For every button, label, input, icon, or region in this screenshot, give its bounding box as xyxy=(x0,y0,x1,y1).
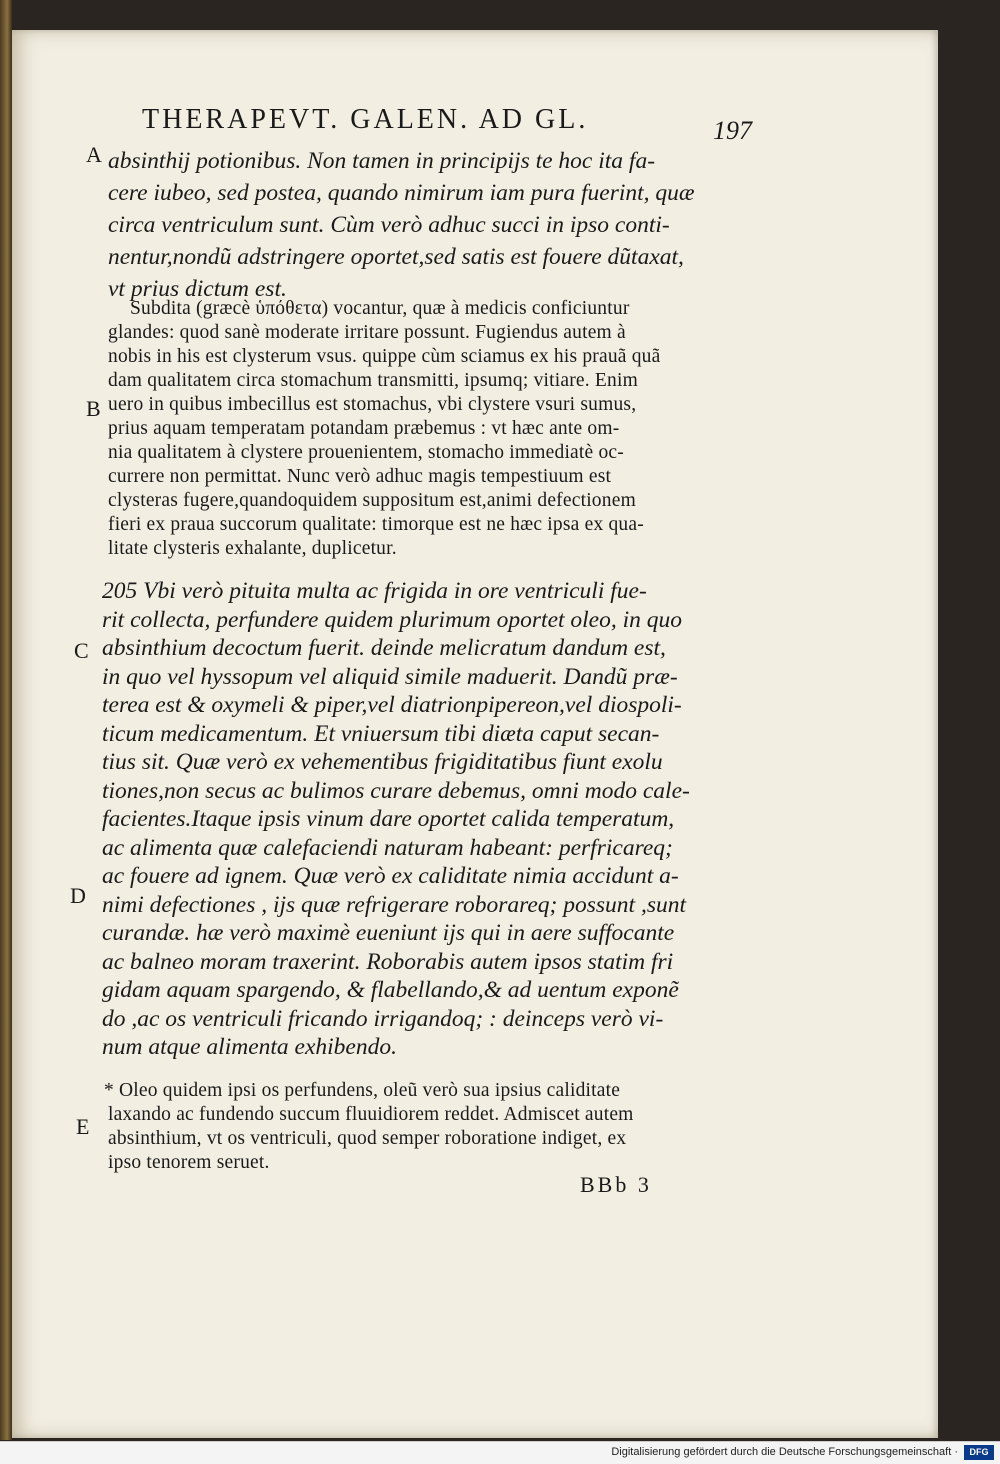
margin-letter-d: D xyxy=(70,883,86,908)
text-line: nobis in his est clysterum vsus. quippe cùm sciamus ex his prauã quã xyxy=(108,346,661,367)
text-line: absinthium decoctum fuerit. deinde melicratum dandum est, xyxy=(102,635,666,661)
text-line: prius aquam temperatam potandam præbemus : vt hæc ante om- xyxy=(108,418,620,439)
text-line: clysteras fugere,quandoquidem suppositum est,animi defectionem xyxy=(108,490,636,511)
text-line: nentur,nondũ adstringere oportet,sed satis est fouere dũtaxat, xyxy=(108,244,684,270)
text-line: ticum medicamentum. Et vniuersum tibi diæta caput secan- xyxy=(102,720,660,747)
text-line: Subdita (græcè ὑπόθετα) vocantur, quæ à medicis conficiuntur xyxy=(130,298,630,319)
text-line: ac fouere ad ignem. Quæ verò ex caliditate nimia accidunt a- xyxy=(102,863,679,889)
dfg-logo: DFG xyxy=(964,1445,994,1460)
footer-bar xyxy=(0,1441,1000,1464)
signature-mark: BBb 3 xyxy=(580,1172,652,1197)
text-line: num atque alimenta exhibendo. xyxy=(102,1034,397,1060)
text-line: currere non permittat. Nunc verò adhuc magis tempestiuum est xyxy=(108,466,612,487)
text-line: gidam aquam spargendo, & flabellando,& ad uentum exponẽ xyxy=(102,977,679,1003)
text-line: ac alimenta quæ calefaciendi naturam habeant: perfricareq; xyxy=(102,834,673,861)
text-line: litate clysteris exhalante, duplicetur. xyxy=(108,538,397,559)
text-line: vt prius dictum est. xyxy=(108,276,287,302)
text-line: 205 Vbi verò pituita multa ac frigida in ore ventriculi fue- xyxy=(102,578,647,604)
text-line: tius sit. Quæ verò ex vehementibus frigiditatibus fiunt exolu xyxy=(102,749,663,775)
text-line: ipso tenorem seruet. xyxy=(108,1152,270,1173)
text-line: facientes.Itaque ipsis vinum dare oportet calida temperatum, xyxy=(102,806,675,832)
text-line: ac balneo moram traxerint. Roborabis autem ipsos statim fri xyxy=(102,948,674,975)
text-line: absinthium, vt os ventriculi, quod semper roboratione indiget, ex xyxy=(108,1128,627,1149)
text-line: rit collecta, perfundere quidem plurimum oportet oleo, in quo xyxy=(102,606,683,633)
text-line: fieri ex praua succorum qualitate: timorque est ne hæc ipsa ex qua- xyxy=(108,514,644,535)
page-number: 197 xyxy=(713,116,752,145)
text-line: laxando ac fundendo succum fluuidiorem reddet. Admiscet autem xyxy=(108,1104,634,1125)
margin-letter-a: A xyxy=(86,142,102,167)
running-title: THERAPEVT. GALEN. AD GL. xyxy=(142,104,589,135)
text-line: nia qualitatem à clystere prouenientem, stomacho immediatè oc- xyxy=(108,442,624,463)
footer-credit: Digitalisierung gefördert durch die Deutsche Forschungsgemeinschaft · xyxy=(611,1446,958,1458)
text-line: absinthij potionibus. Non tamen in principijs te hoc ita fa- xyxy=(108,148,656,174)
text-line: dam qualitatem circa stomachum transmitti, ipsumq; vitiare. Enim xyxy=(108,370,638,391)
text-line: circa ventriculum sunt. Cùm verò adhuc succi in ipso conti- xyxy=(108,212,670,238)
text-line: curandæ. hæ verò maximè eueniunt ijs qui in aere suffocante xyxy=(102,920,675,946)
text-line: terea est & oxymeli & piper,vel diatrionpipereon,vel diospoli- xyxy=(102,692,682,718)
text-line: in quo vel hyssopum vel aliquid simile maduerit. Dandũ præ- xyxy=(102,663,678,690)
margin-letter-e: E xyxy=(76,1114,90,1139)
text-line: * Oleo quidem ipsi os perfundens, oleũ verò sua ipsius caliditate xyxy=(104,1080,621,1101)
text-line: glandes: quod sanè moderate irritare possunt. Fugiendus autem à xyxy=(108,322,626,343)
text-line: nimi defectiones , ijs quæ refrigerare roborareq; possunt ,sunt xyxy=(102,891,686,918)
book-spine xyxy=(0,0,12,1440)
text-line: tiones,non secus ac bulimos curare debemus, omni modo cale- xyxy=(102,777,690,804)
margin-letter-b: B xyxy=(86,396,101,421)
text-line: cere iubeo, sed postea, quando nimirum iam pura fuerint, quæ xyxy=(108,180,695,206)
margin-letter-c: C xyxy=(74,638,89,663)
text-line: uero in quibus imbecillus est stomachus, vbi clystere vsuri sumus, xyxy=(108,394,637,415)
text-line: do ,ac os ventriculi fricando irrigandoq; : deinceps verò vi- xyxy=(102,1005,664,1032)
